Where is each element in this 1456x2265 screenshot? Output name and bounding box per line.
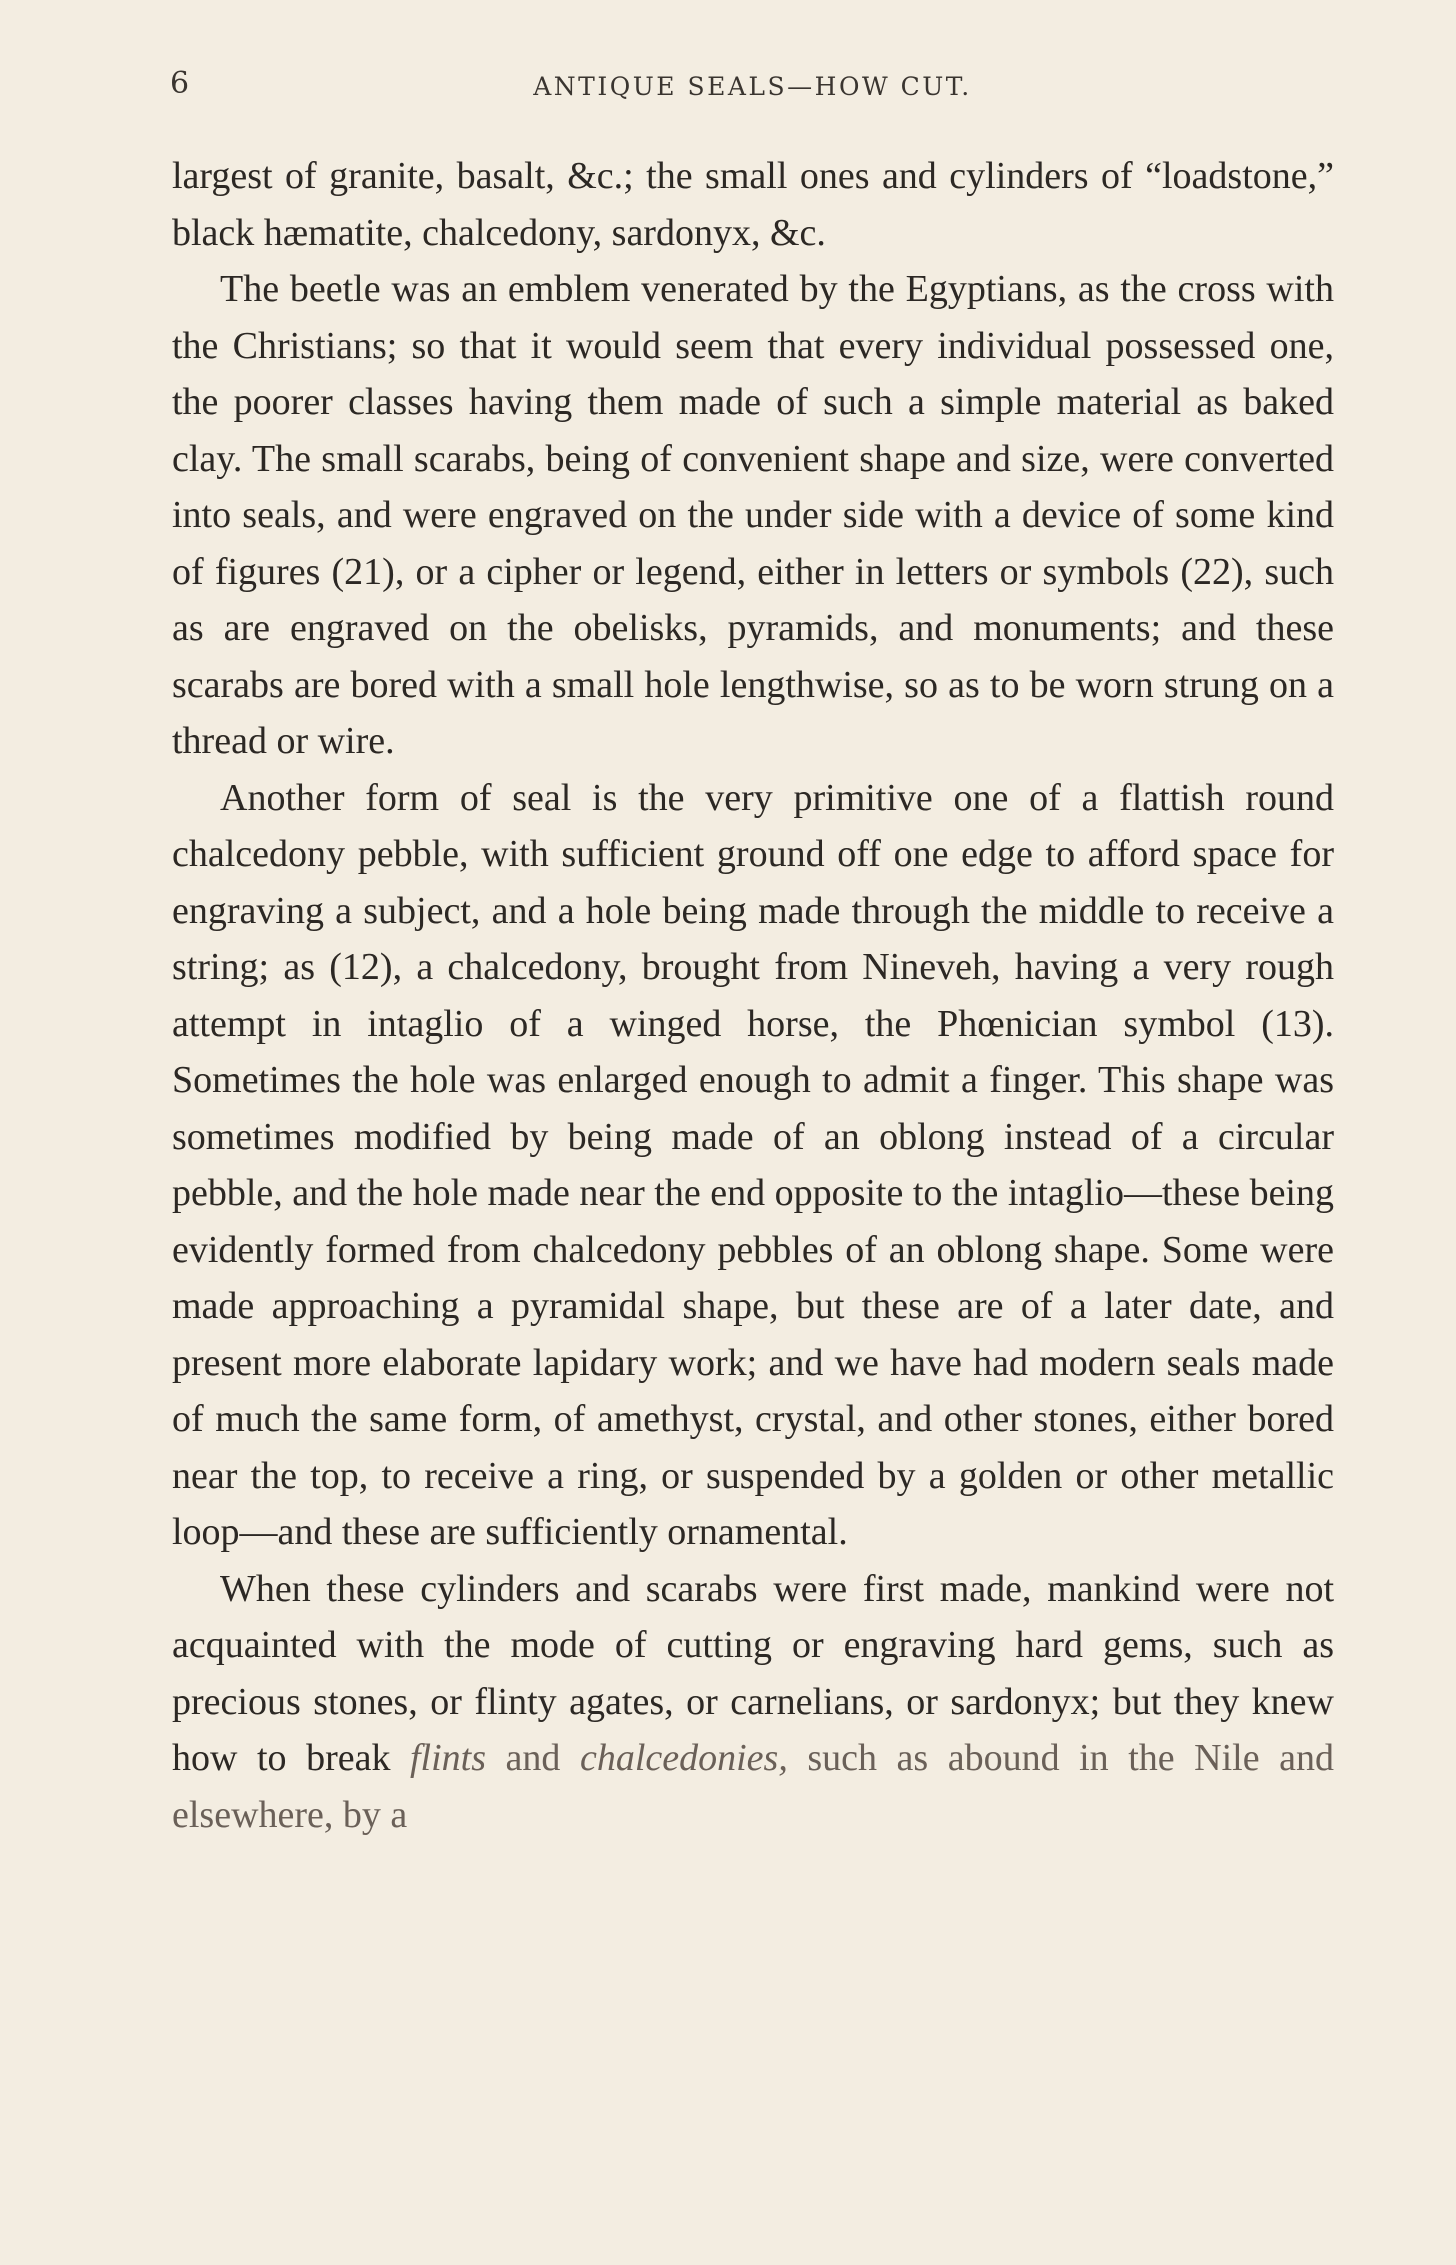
italic-chalcedonies: chalcedonies, <box>579 1737 788 1779</box>
body-text <box>172 148 1334 1843</box>
paragraph-beetle-emblem: The beetle was an emblem venerated by the Egyptians, as the cross with the Christians; so that it would seem that every individual possessed one, the poorer classes having them made of such a simple material as baked clay. The small scarabs, being of convenient shape and size, were converted into seals, and were engraved on the under side with a device of some kind of figures (21), or a cipher or legend, either in letters or symbols (22), such as are engraved on the obelisks, pyramids, and monuments; and these scarabs are bored with a small hole lengthwise, so as to be worn strung on a thread or wire. <box>172 268 1334 762</box>
running-head <box>170 66 1335 106</box>
paragraph-cylinders-scarabs <box>172 1561 1334 1844</box>
paragraph-text-before: When these cylinders and scarabs were first made, mankind were not acquainted with the mode of cutting or engraving hard gems, such as precious stones, or flinty agates, or carnelians, or sardonyx; but they knew how to break <box>172 1567 1334 1779</box>
page-number: 6 <box>170 66 190 101</box>
paragraph-text-middle: and <box>486 1737 580 1779</box>
paragraph-pebble-seal: Another form of seal is the very primitive one of a flattish round chalcedony pebble, with sufficient ground off one edge to afford space for engraving a subject, and a hole being made through the middle to receive a string; as (12), a chalcedony, brought from Nineveh, having a very rough attempt in intaglio of a winged horse, the Phœnician symbol (13). Sometimes the hole was enlarged enough to admit a finger. This shape was sometimes modified by being made of an oblong instead of a circular pebble, and the hole made near the end opposite to the intaglio—these being evidently formed from chalcedony pebbles of an oblong shape. Some were made approaching a pyramidal shape, but these are of a later date, and present more elaborate lapidary work; and we have had modern seals made of much the same form, of amethyst, crystal, and other stones, either bored near the top, to receive a ring, or suspended by a golden or other metallic loop—and these are sufficiently ornamental. <box>172 776 1334 1553</box>
running-title: ANTIQUE SEALS—HOW CUT. <box>533 72 972 101</box>
paragraph-text-after: such as abound in the Nile and elsewhere, by a <box>172 1737 1334 1836</box>
italic-flints: flints <box>409 1737 487 1779</box>
paragraph-continuation: largest of granite, basalt, &c.; the small ones and cylinders of “loadstone,” black hæmatite, chalcedony, sardonyx, &c. <box>172 155 1334 254</box>
